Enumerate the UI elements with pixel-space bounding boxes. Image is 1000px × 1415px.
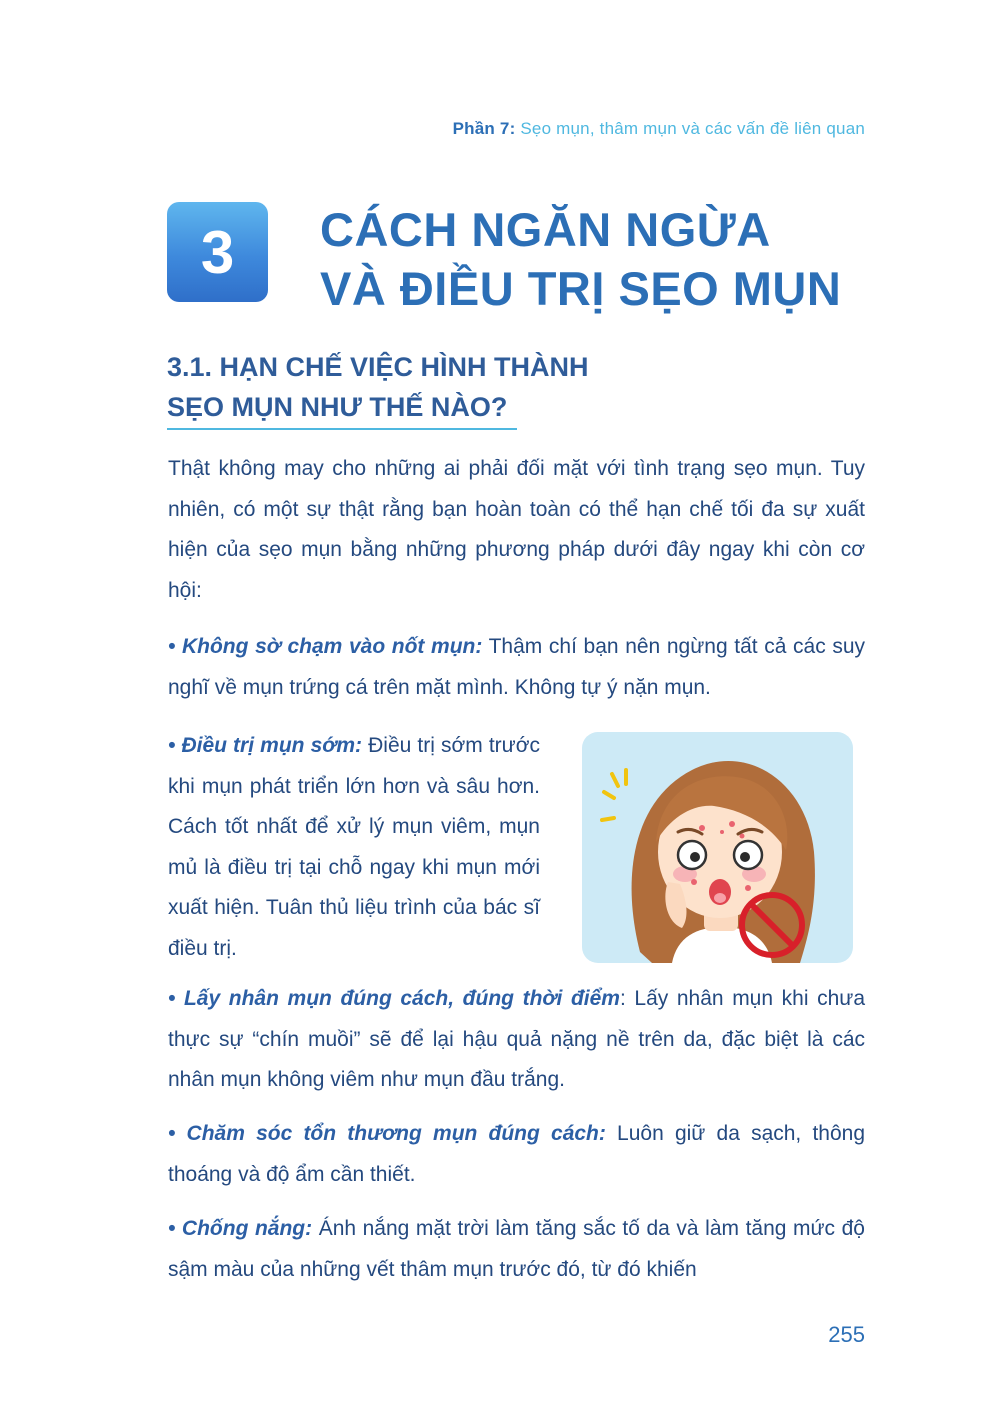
list-item-text: Điều trị sớm trước khi mụn phát triển lớn hơn và sâu hơn. Cách tốt nhất để xử lý mụn viêm, mụn mủ là điều trị tại chỗ ngay khi mụn mới xuất hiện. Tuân thủ liệu trình của bác sĩ điều trị. (168, 734, 540, 960)
list-item-title: Chăm sóc tổn thương mụn đúng cách: (186, 1122, 606, 1145)
header-subtitle: Sẹo mụn, thâm mụn và các vấn đề liên quan (520, 119, 865, 138)
chapter-title (320, 200, 841, 318)
section-heading (167, 347, 589, 427)
list-item-title: Chống nắng: (181, 1217, 313, 1240)
acne-girl-image (582, 732, 853, 963)
running-header (453, 119, 865, 139)
list-item-bullet: • (168, 734, 182, 757)
list-item-bullet: • (168, 1217, 182, 1240)
header-part-label: Phần 7: (452, 119, 516, 138)
chapter-title-line-2: VÀ ĐIỀU TRỊ SẸO MỤN (320, 262, 842, 315)
list-item (168, 627, 865, 708)
list-item (168, 1114, 865, 1195)
list-item-title: Lấy nhân mụn đúng cách, đúng thời điểm (183, 987, 620, 1010)
list-item-bullet: • (168, 635, 182, 658)
list-item-text: Ánh nắng mặt trời làm tăng sắc tố da và làm tăng mức độ sậm màu của những vết thâm mụn trước đó, từ đó khiến (168, 1217, 865, 1281)
list-item (168, 979, 865, 1101)
chapter-title-line-1: CÁCH NGĂN NGỪA (320, 203, 771, 256)
intro-paragraph: Thật không may cho những ai phải đối mặt với tình trạng sẹo mụn. Tuy nhiên, có một sự thật rằng bạn hoàn toàn có thể hạn chế tối đa sự xuất hiện của sẹo mụn bằng những phương pháp dưới đây ngay khi còn cơ hội: (168, 457, 865, 602)
list-item-text: Thậm chí bạn nên ngừng tất cả các suy nghĩ về mụn trứng cá trên mặt mình. Không tự ý nặn mụn. (168, 635, 865, 699)
page-number: 255 (828, 1322, 865, 1347)
list-item-title: Điều trị mụn sớm: (181, 734, 363, 757)
chapter-number-badge: 3 (167, 202, 268, 302)
list-item-text: Luôn giữ da sạch, thông thoáng và độ ẩm cần thiết. (168, 1122, 866, 1186)
list-item (168, 1209, 865, 1290)
section-underline (167, 428, 517, 430)
section-heading-line-2: SẸO MỤN NHƯ THẾ NÀO? (167, 392, 508, 422)
list-item-text: : Lấy nhân mụn khi chưa thực sự “chín muồi” sẽ để lại hậu quả nặng nề trên da, đặc biệt là các nhân mụn không viêm như mụn đầu trắng. (168, 987, 866, 1091)
list-item-bullet: • (168, 987, 184, 1010)
section-heading-line-1: 3.1. HẠN CHẾ VIỆC HÌNH THÀNH (167, 352, 589, 382)
list-item-bullet: • (168, 1122, 187, 1145)
list-item-title: Không sờ chạm vào nốt mụn: (181, 635, 483, 658)
acne-girl-illustration (582, 732, 853, 963)
list-item (168, 726, 540, 969)
